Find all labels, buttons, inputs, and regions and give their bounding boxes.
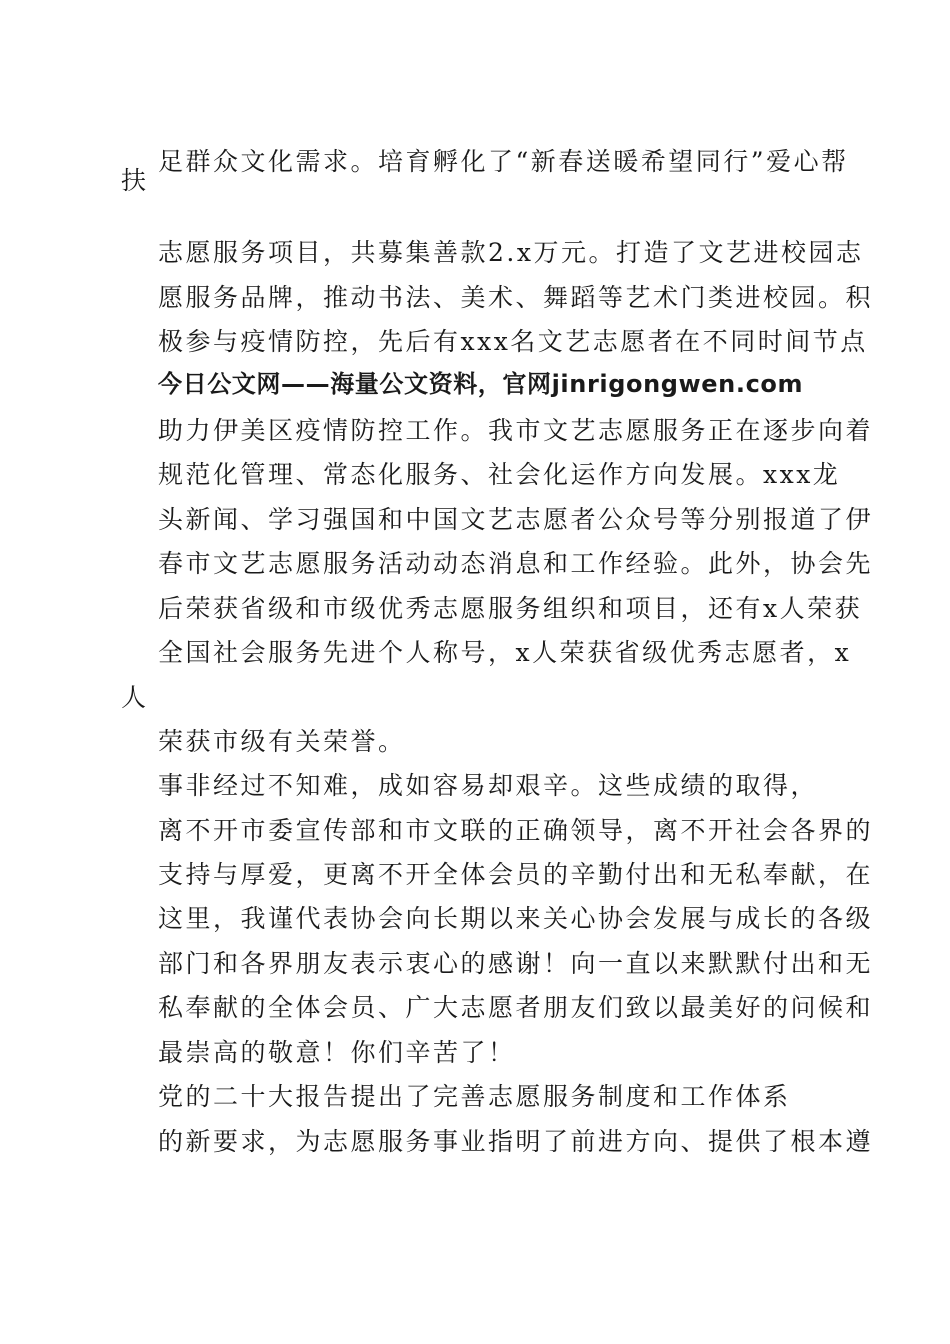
text-line: 部门和各界朋友表示衷心的感谢！向一直以来默默付出和无 [158, 949, 874, 978]
text-line: 规范化管理、常态化服务、社会化运作方向发展。xxx龙 [158, 460, 841, 489]
text-line: 这里，我谨代表协会向长期以来关心协会发展与成长的各级 [158, 904, 874, 933]
website-banner: 今日公文网——海量公文资料，官网jinrigongwen.com [158, 370, 804, 398]
text-line: 最崇高的敬意！你们辛苦了！ [158, 1038, 516, 1067]
text-line: 扶 [121, 166, 149, 195]
text-line: 后荣获省级和市级优秀志愿服务组织和项目，还有x人荣获 [158, 594, 863, 623]
text-line: 荣获市级有关荣誉。 [158, 727, 406, 756]
text-line: 人 [121, 683, 149, 712]
text-line: 的新要求，为志愿服务事业指明了前进方向、提供了根本遵 [158, 1127, 874, 1156]
text-line: 志愿服务项目，共募集善款2.x万元。打造了文艺进校园志 [158, 238, 864, 267]
text-line: 全国社会服务先进个人称号，x人荣获省级优秀志愿者，x [158, 638, 852, 667]
text-line: 春市文艺志愿服务活动动态消息和工作经验。此外，协会先 [158, 549, 874, 578]
text-line: 头新闻、学习强国和中国文艺志愿者公众号等分别报道了伊 [158, 505, 874, 534]
text-line: 助力伊美区疫情防控工作。我市文艺志愿服务正在逐步向着 [158, 416, 874, 445]
text-line: 离不开市委宣传部和市文联的正确领导，离不开社会各界的 [158, 816, 874, 845]
text-line: 事非经过不知难，成如容易却艰辛。这些成绩的取得， [158, 771, 819, 800]
text-line: 足群众文化需求。培育孵化了“新春送暖希望同行”爱心帮 [158, 147, 849, 176]
text-line: 党的二十大报告提出了完善志愿服务制度和工作体系 [158, 1082, 791, 1111]
text-line: 私奉献的全体会员、广大志愿者朋友们致以最美好的问候和 [158, 993, 874, 1022]
text-line: 支持与厚爱，更离不开全体会员的辛勤付出和无私奉献，在 [158, 860, 874, 889]
text-line: 极参与疫情防控，先后有xxx名文艺志愿者在不同时间节点 [158, 327, 868, 356]
text-line: 愿服务品牌，推动书法、美术、舞蹈等艺术门类进校园。积 [158, 283, 874, 312]
